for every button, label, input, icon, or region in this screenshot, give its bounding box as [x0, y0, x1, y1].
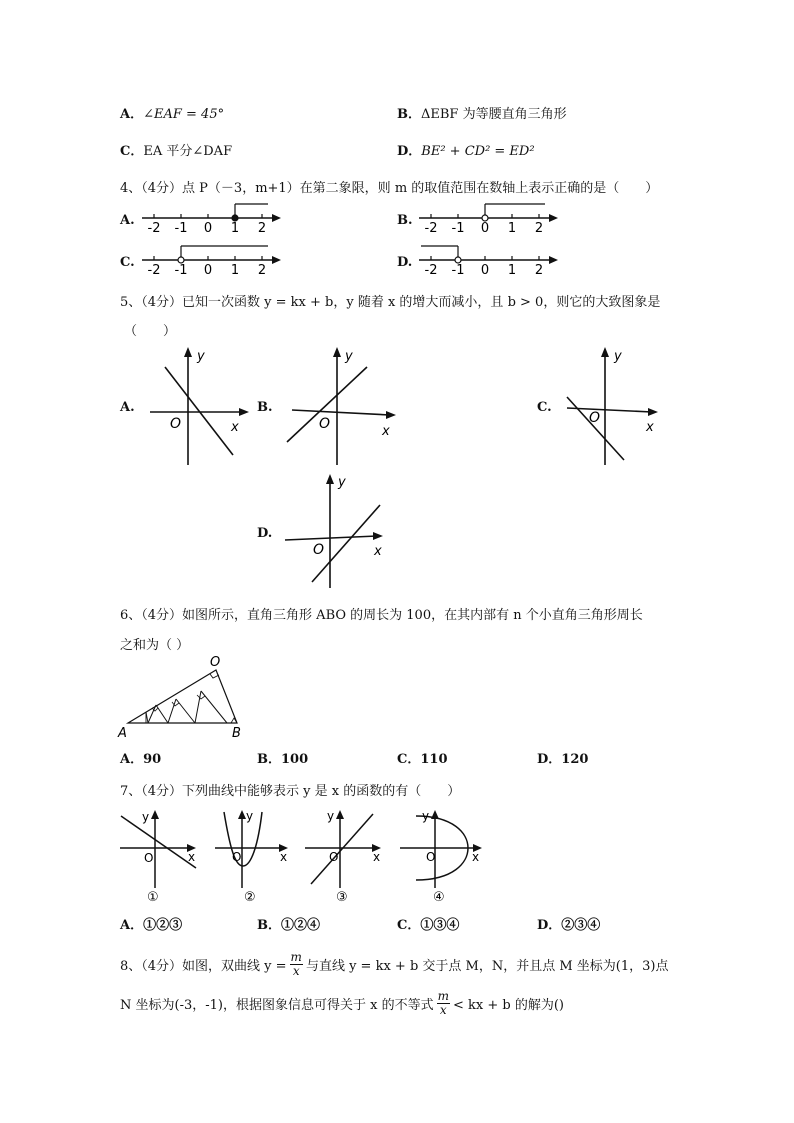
q5-graph-d — [282, 470, 392, 590]
q4-option-d-label[interactable]: D. — [397, 255, 413, 270]
tick-label: -2 — [147, 221, 161, 236]
figure-number: ④ — [433, 890, 445, 905]
y-axis-label: y — [422, 809, 430, 823]
q7-option-a[interactable] — [120, 914, 182, 933]
fraction-numerator: m — [437, 989, 449, 1003]
q8-line2-part2: < kx + b 的解为() — [452, 998, 564, 1013]
tick-label: -1 — [174, 263, 188, 278]
tick-label: 2 — [534, 263, 544, 278]
endpoint-dot — [482, 215, 488, 221]
tick-label: -1 — [451, 221, 465, 236]
tick-label: 0 — [203, 263, 213, 278]
origin-label: O — [232, 850, 242, 864]
q5-stem: 5、（4分）已知一次函数 y = kx + b，y 随着 x 的增大而减小，且 b > 0，则它的大致图象是 — [120, 295, 661, 310]
option-text: 110 — [420, 752, 448, 767]
tick-label: 1 — [507, 263, 517, 278]
origin-label: O — [170, 416, 182, 432]
q5-graph-a — [145, 345, 255, 470]
q8-stem-line1 — [120, 951, 668, 978]
q7-stem: 7、（4分）下列曲线中能够表示 y 是 x 的函数的有（ ） — [120, 784, 461, 799]
endpoint-dot — [178, 257, 184, 263]
q8-part2: 与直线 y = kx + b 交于点 M，N，并且点 M 坐标为(1，3)点 — [305, 959, 669, 974]
x-axis-label: x — [382, 424, 390, 439]
option-text: ∠EAF = 45° — [143, 107, 225, 122]
tick-label: -1 — [174, 221, 188, 236]
x-axis-label: x — [472, 850, 480, 864]
endpoint-dot — [232, 215, 238, 221]
option-text: EA 平分∠DAF — [143, 144, 233, 159]
q3-option-a[interactable] — [120, 103, 224, 122]
q5-option-d-label[interactable]: D. — [257, 526, 273, 541]
x-axis-label: x — [646, 420, 654, 435]
x-axis-label: x — [373, 850, 381, 864]
option-text: BE² + CD² = ED² — [421, 144, 535, 159]
tick-label: -2 — [424, 221, 438, 236]
q4-number-line-c — [140, 240, 285, 280]
fraction-denominator: x — [292, 964, 300, 978]
q3-option-b[interactable] — [397, 103, 567, 122]
origin-label: O — [329, 850, 339, 864]
q7-graph-4 — [398, 808, 488, 906]
q5-graph-c — [562, 345, 672, 470]
figure-number: ③ — [336, 890, 348, 905]
origin-label: O — [319, 416, 331, 432]
axis-arrow — [272, 214, 281, 222]
tick-label: 0 — [480, 221, 490, 236]
q8-stem-line2 — [120, 990, 564, 1017]
q8-line2-part1: N 坐标为(-3，-1)，根据图象信息可得关于 x 的不等式 — [120, 998, 434, 1013]
option-text: ①③④ — [420, 918, 460, 933]
option-label: A． — [120, 107, 144, 122]
figure-number: ① — [147, 890, 159, 905]
q3-option-c[interactable] — [120, 140, 232, 159]
q3-option-d[interactable] — [397, 140, 535, 159]
tick-label: 1 — [230, 263, 240, 278]
y-axis-label: y — [327, 809, 335, 823]
option-label: C． — [397, 752, 421, 767]
q5-option-a-label[interactable]: A. — [120, 400, 135, 415]
tick-label: 2 — [257, 263, 267, 278]
endpoint-dot — [455, 257, 461, 263]
y-axis-label: y — [614, 349, 622, 364]
y-axis-label: y — [338, 475, 346, 490]
option-label: D． — [537, 752, 562, 767]
q6-stem-line2: 之和为（ ） — [120, 638, 190, 653]
vertex-a-label: A — [118, 726, 127, 741]
q5-option-c-label[interactable]: C. — [537, 400, 552, 415]
option-text: 90 — [143, 752, 162, 767]
q6-option-b[interactable] — [257, 748, 308, 767]
q4-stem: 4、（4分）点 P（－3，m+1）在第二象限，则 m 的取值范围在数轴上表示正确的是（ ） — [120, 181, 659, 196]
q4-option-b-label[interactable]: B. — [397, 213, 413, 228]
tick-label: 0 — [203, 221, 213, 236]
vertex-b-label: B — [232, 726, 241, 741]
x-axis-label: x — [280, 850, 288, 864]
option-label: B． — [257, 918, 281, 933]
option-label: D． — [537, 918, 562, 933]
y-axis-label: y — [345, 349, 353, 364]
q4-option-a-label[interactable]: A. — [120, 213, 135, 228]
axis-arrow — [272, 256, 281, 264]
option-text: 100 — [281, 752, 309, 767]
q7-option-d[interactable] — [537, 914, 600, 933]
q6-stem: 6、（4分）如图所示，直角三角形 ABO 的周长为 100，在其内部有 n 个小直角三角形周长 — [120, 608, 643, 623]
option-label: B． — [397, 107, 421, 122]
fraction-numerator: m — [290, 950, 302, 964]
q5-graph-b — [282, 345, 402, 470]
q6-triangle-figure — [118, 655, 253, 740]
option-text: ②③④ — [561, 918, 601, 933]
x-axis-label: x — [188, 850, 196, 864]
q7-graph-2 — [210, 808, 295, 906]
axis-arrow — [549, 214, 558, 222]
y-axis-label: y — [246, 809, 254, 823]
origin-label: O — [426, 850, 436, 864]
y-axis-label: y — [197, 349, 205, 364]
fraction-denominator: x — [439, 1003, 447, 1017]
origin-label: O — [144, 851, 154, 865]
tick-label: 1 — [507, 221, 517, 236]
origin-label: O — [589, 410, 601, 426]
tick-label: -1 — [451, 263, 465, 278]
tick-label: 0 — [480, 263, 490, 278]
q8-part1: 8、（4分）如图，双曲线 y = — [120, 959, 287, 974]
tick-label: -2 — [424, 263, 438, 278]
option-label: A． — [120, 918, 144, 933]
q4-option-c-label[interactable]: C. — [120, 255, 135, 270]
y-axis-label: y — [142, 810, 150, 824]
q7-graph-3 — [303, 808, 388, 906]
option-text: ①②④ — [281, 918, 321, 933]
origin-label: O — [313, 542, 325, 558]
option-text: ΔEBF 为等腰直角三角形 — [421, 107, 567, 122]
option-label: A． — [120, 752, 144, 767]
option-label: B． — [257, 752, 281, 767]
tick-label: -2 — [147, 263, 161, 278]
option-label: D． — [397, 144, 422, 159]
q6-option-a[interactable] — [120, 748, 161, 767]
vertex-o-label: O — [210, 655, 221, 670]
q6-option-d[interactable] — [537, 748, 588, 767]
option-text: 120 — [561, 752, 589, 767]
tick-label: 2 — [534, 221, 544, 236]
q8-fraction — [290, 951, 303, 978]
q4-number-line-a — [140, 198, 285, 238]
q8-fraction-2 — [437, 990, 450, 1017]
x-axis-label: x — [374, 544, 382, 559]
axis-arrow — [549, 256, 558, 264]
tick-label: 2 — [257, 221, 267, 236]
q4-number-line-d — [417, 240, 562, 280]
q4-number-line-b — [417, 198, 562, 238]
q7-option-b[interactable] — [257, 914, 320, 933]
figure-number: ② — [244, 890, 256, 905]
x-axis-label: x — [231, 420, 239, 435]
option-label: C． — [120, 144, 144, 159]
q6-option-c[interactable] — [397, 748, 448, 767]
tick-label: 1 — [230, 221, 240, 236]
q5-option-b-label[interactable]: B. — [257, 400, 273, 415]
q5-stem-paren: （ ） — [124, 324, 177, 339]
q7-option-c[interactable] — [397, 914, 459, 933]
option-text: ①②③ — [143, 918, 183, 933]
q7-graph-1 — [118, 808, 203, 906]
option-label: C． — [397, 918, 421, 933]
